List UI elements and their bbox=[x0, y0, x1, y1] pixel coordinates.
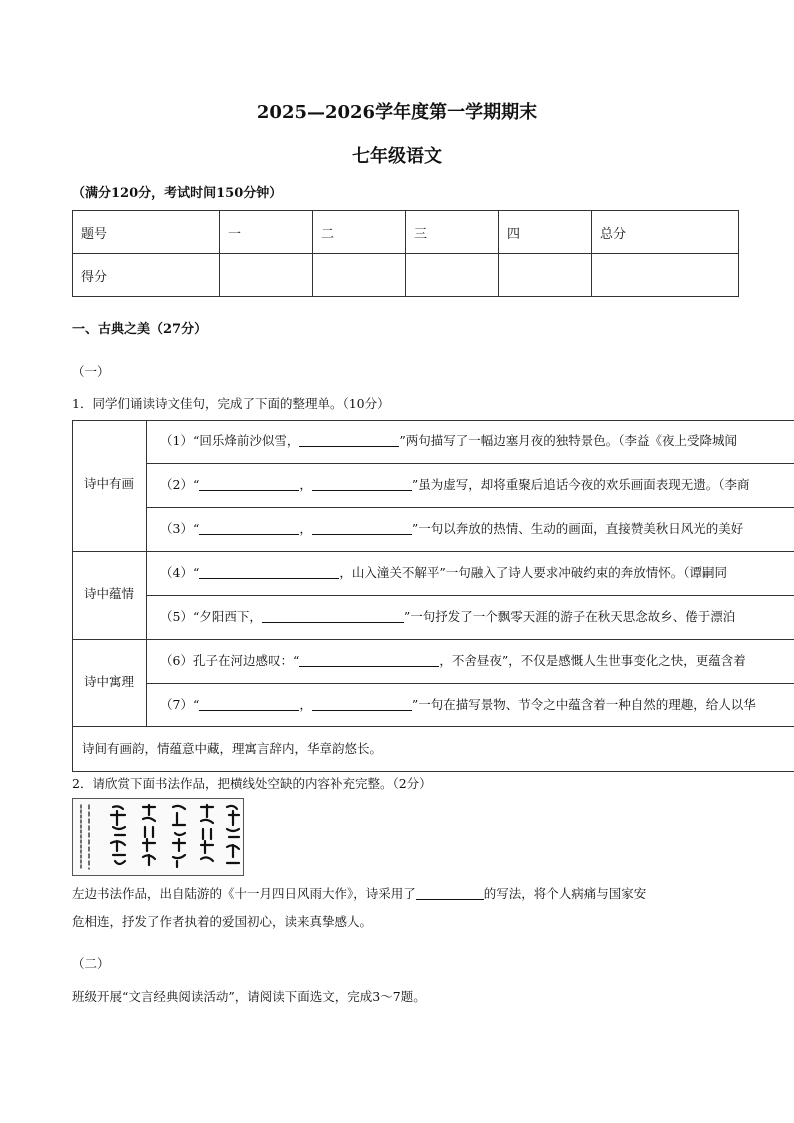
item-text: ”一句在描写景物、节令之中蕴含着一种自然的理趣，给人以华 bbox=[411, 697, 756, 712]
score-table-header-row bbox=[73, 211, 739, 254]
answer-blank[interactable] bbox=[199, 697, 299, 711]
poetry-worksheet bbox=[72, 420, 794, 772]
item-text: （2）“ bbox=[160, 477, 200, 492]
worksheet-item-1 bbox=[160, 431, 737, 449]
score-header-cell: 题号 bbox=[73, 211, 220, 254]
answer-blank[interactable] bbox=[416, 886, 484, 900]
score-table bbox=[72, 210, 739, 297]
score-header-cell: 总分 bbox=[592, 211, 739, 254]
item-text: （1）“回乐烽前沙似雪， bbox=[160, 433, 300, 448]
worksheet-footer: 诗间有画韵，情蕴意中藏，理寓言辞内，华章韵悠长。 bbox=[82, 741, 383, 756]
score-header-cell: 四 bbox=[499, 211, 592, 254]
score-table-score-row bbox=[73, 254, 739, 297]
paragraph-text: 左边书法作品，出自陆游的《十一月四日风雨大作》，诗采用了 bbox=[72, 886, 416, 901]
score-cell[interactable] bbox=[406, 254, 499, 297]
exam-title: 2025—2026学年度第一学期期末 bbox=[256, 102, 538, 123]
worksheet-item-5 bbox=[160, 607, 735, 625]
item-text: ，不舍昼夜”，不仅是感慨人生世事变化之快，更蕴含着 bbox=[439, 653, 746, 668]
question-1-text: 1．同学们诵读诗文佳句，完成了下面的整理单。（10分） bbox=[72, 396, 390, 411]
item-text: ，山入潼关不解平”一句融入了诗人要求冲破约束的奔放情怀。（谭嗣同 bbox=[339, 565, 727, 580]
score-row-label: 得分 bbox=[73, 254, 220, 297]
worksheet-item-3 bbox=[160, 519, 743, 537]
question-2-text: 2．请欣赏下面书法作品，把横线处空缺的内容补充完整。（2分） bbox=[72, 776, 432, 791]
answer-blank[interactable] bbox=[299, 433, 399, 447]
item-text: （7）“ bbox=[160, 697, 200, 712]
answer-blank[interactable] bbox=[312, 521, 412, 535]
worksheet-item-6 bbox=[160, 651, 746, 669]
answer-blank[interactable] bbox=[312, 697, 412, 711]
item-text: （5）“夕阳西下， bbox=[160, 609, 262, 624]
calligraphy-image bbox=[72, 798, 244, 876]
item-text: ”一句以奔放的热情、生动的画面，直接赞美秋日风光的美好 bbox=[411, 521, 744, 536]
group-label-emotion: 诗中蕴情 bbox=[83, 586, 134, 601]
group-label-picture: 诗中有画 bbox=[83, 476, 134, 491]
exam-subtitle: 七年级语文 bbox=[352, 146, 442, 167]
score-cell[interactable] bbox=[220, 254, 313, 297]
part-2-intro: 班级开展“文言经典阅读活动”，请阅读下面选文，完成3～7题。 bbox=[72, 989, 426, 1004]
worksheet-item-4 bbox=[160, 563, 727, 581]
item-text: ”两句描写了一幅边塞月夜的独特景色。（李益《夜上受降城闻 bbox=[399, 433, 737, 448]
calligraphy-strokes bbox=[73, 799, 243, 875]
part-label: （一） bbox=[72, 364, 110, 379]
item-text: （3）“ bbox=[160, 521, 200, 536]
group-label-reason: 诗中寓理 bbox=[83, 674, 134, 689]
section-heading: 一、古典之美（27分） bbox=[72, 322, 208, 337]
score-cell[interactable] bbox=[313, 254, 406, 297]
worksheet-item-7 bbox=[160, 695, 756, 713]
question-2-paragraph-line2: 危相连，抒发了作者执着的爱国初心，读来真挚感人。 bbox=[72, 914, 373, 929]
score-cell[interactable] bbox=[499, 254, 592, 297]
item-text: ， bbox=[299, 477, 312, 492]
part-label: （二） bbox=[72, 956, 110, 971]
item-text: （6）孔子在河边感叹：“ bbox=[160, 653, 300, 668]
exam-info: （满分120分，考试时间150分钟） bbox=[72, 186, 283, 201]
answer-blank[interactable] bbox=[199, 565, 339, 579]
item-text: （4）“ bbox=[160, 565, 200, 580]
answer-blank[interactable] bbox=[312, 477, 412, 491]
worksheet-item-2 bbox=[160, 475, 750, 493]
item-text: ， bbox=[299, 697, 312, 712]
paragraph-text: 的写法，将个人病痛与国家安 bbox=[483, 886, 647, 901]
answer-blank[interactable] bbox=[262, 609, 404, 623]
question-2-paragraph bbox=[72, 884, 646, 902]
item-text: ”一句抒发了一个飘零天涯的游子在秋天思念故乡、倦于漂泊 bbox=[403, 609, 736, 624]
answer-blank[interactable] bbox=[199, 521, 299, 535]
score-cell[interactable] bbox=[592, 254, 739, 297]
score-header-cell: 三 bbox=[406, 211, 499, 254]
answer-blank[interactable] bbox=[199, 477, 299, 491]
answer-blank[interactable] bbox=[299, 653, 439, 667]
item-text: ”虽为虚写，却将重聚后追话今夜的欢乐画面表现无遗。（李商 bbox=[411, 477, 750, 492]
score-header-cell: 二 bbox=[313, 211, 406, 254]
score-header-cell: 一 bbox=[220, 211, 313, 254]
item-text: ， bbox=[299, 521, 312, 536]
